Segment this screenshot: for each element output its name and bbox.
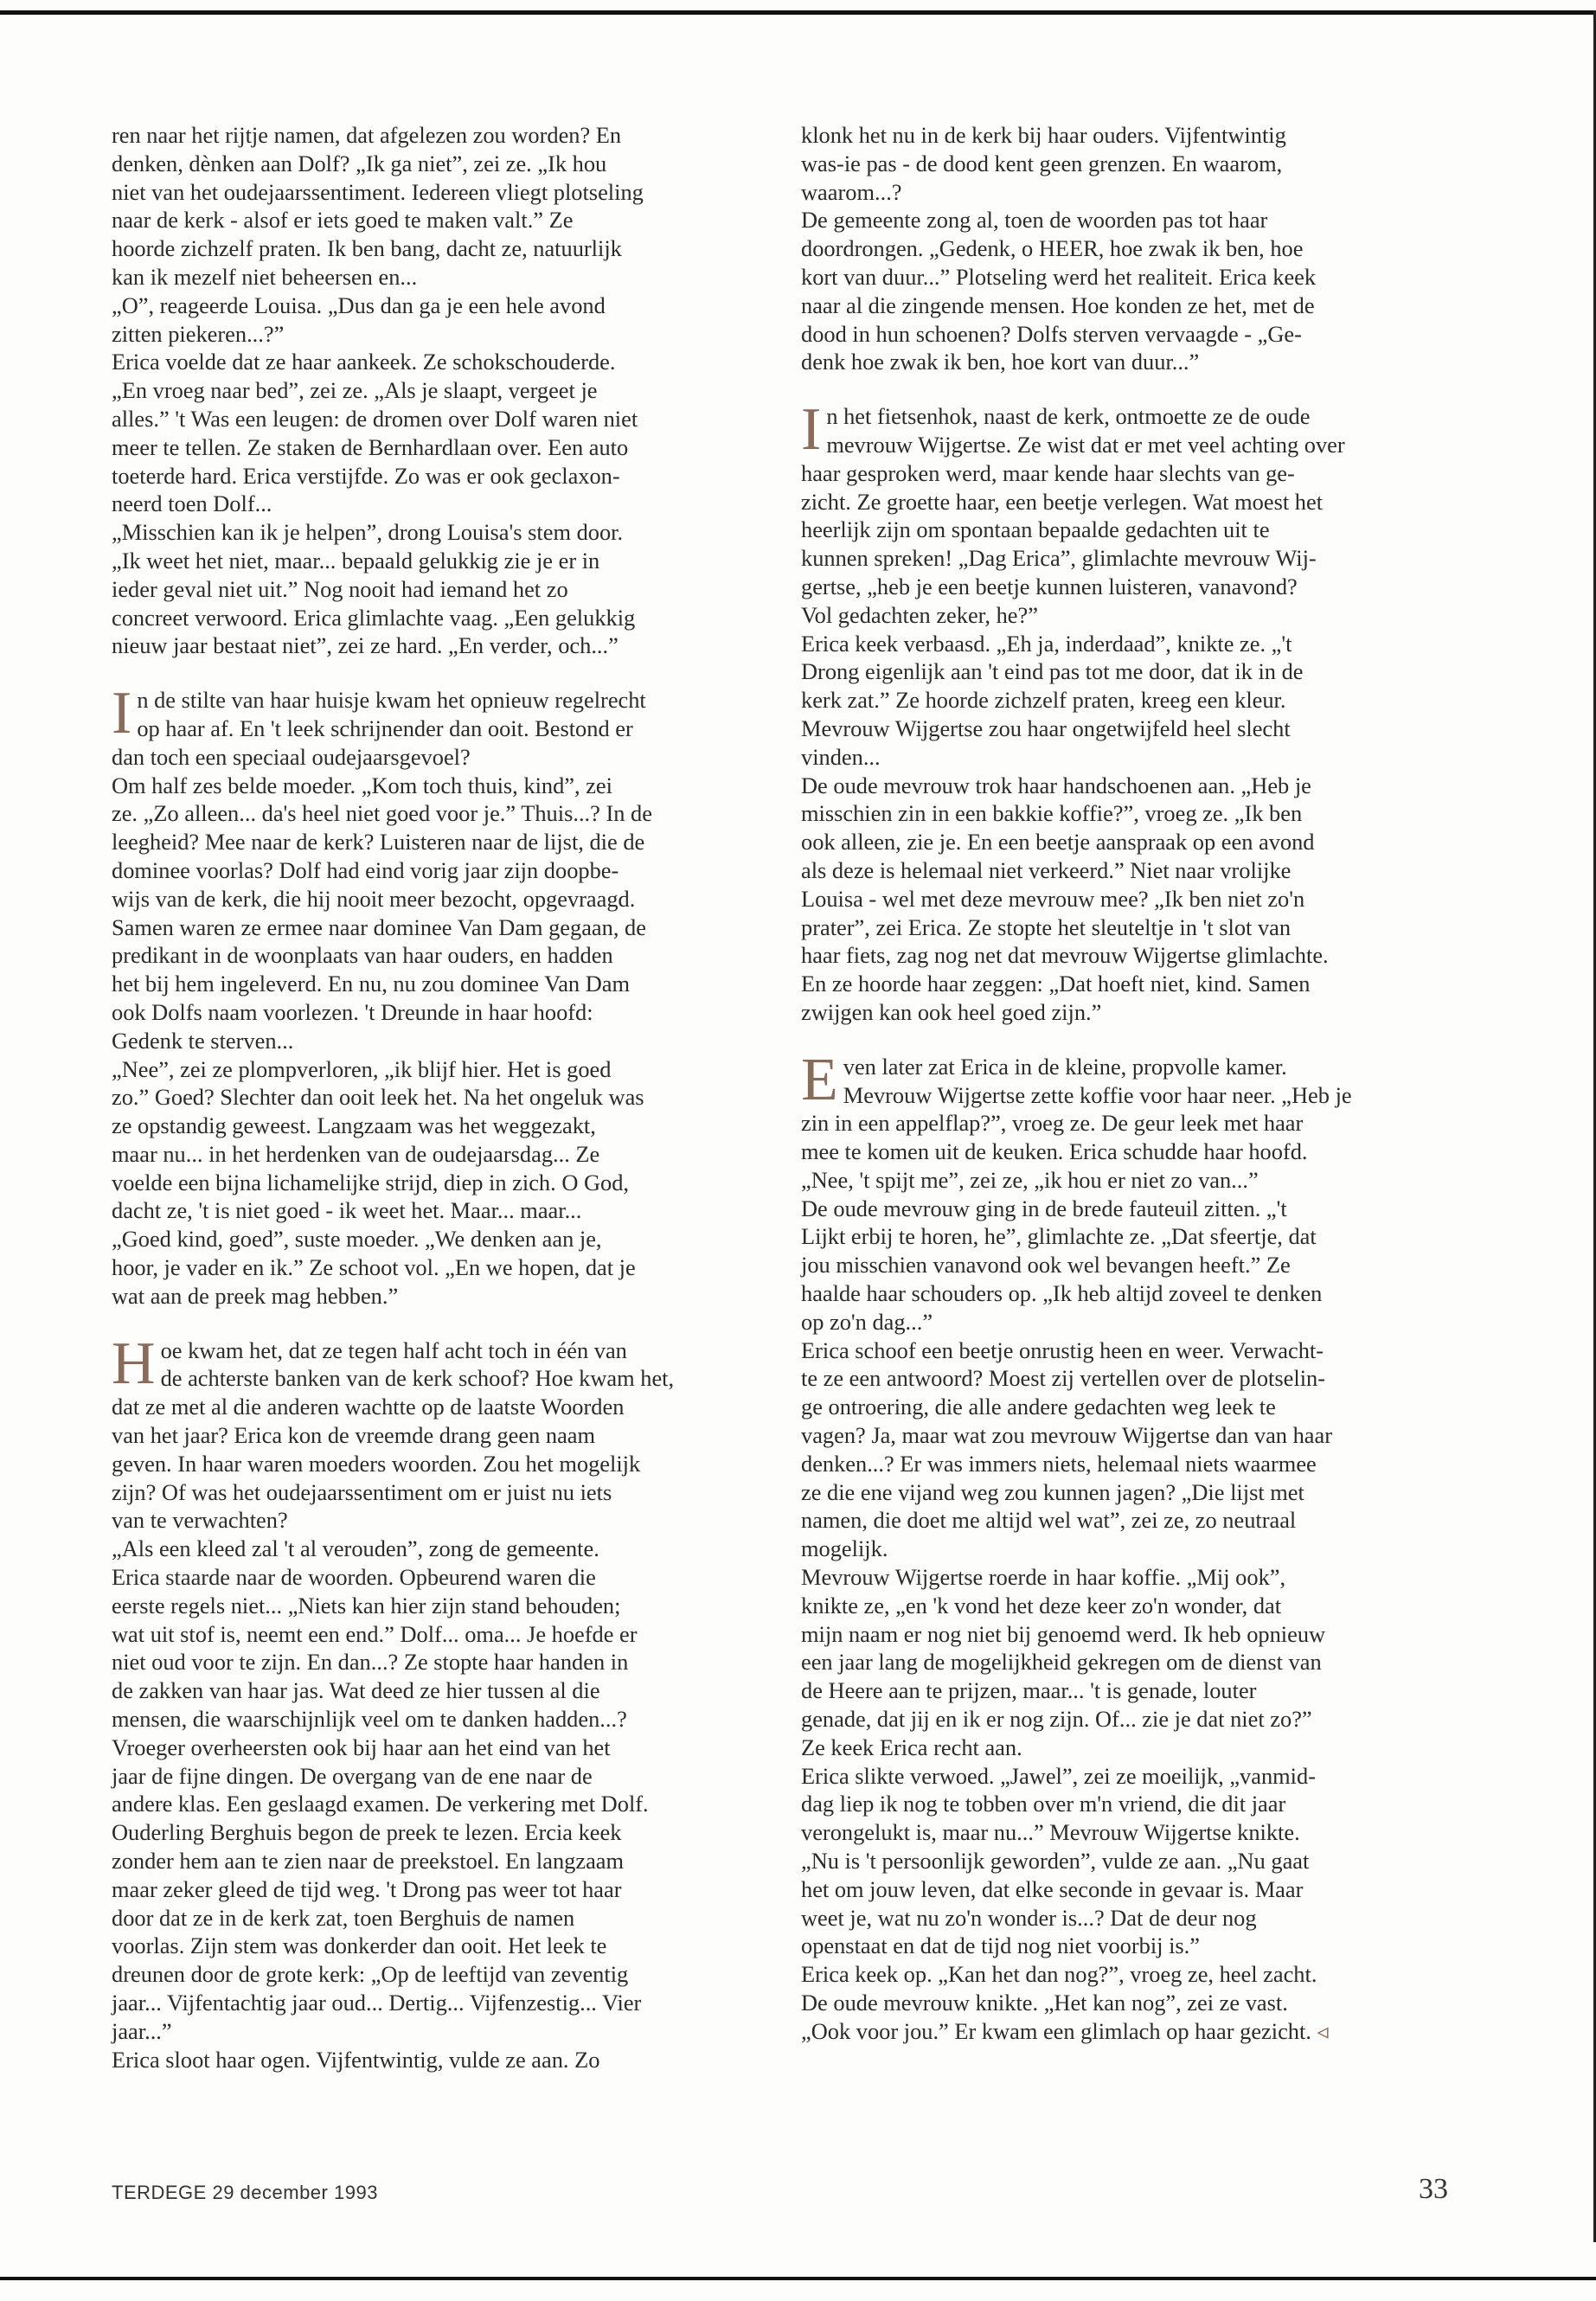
section-gap [801, 376, 1441, 402]
left-paragraph-2 [112, 680, 752, 1311]
drop-cap-initial: E [801, 1046, 838, 1113]
section-gap [112, 1311, 752, 1336]
top-border-line [0, 10, 1596, 15]
left-paragraph-3 [112, 1330, 752, 2074]
right-paragraph-2-text: n het fietsenhok, naast de kerk, ontmoette ze de oude mevrouw Wijgertse. Ze wist dat er met veel achting over haar gesproken werd, maar kende haar slechts van ge- zicht. Ze groette haar, een beetje verlegen. Wat moest het heerlijk zijn om spontaan bepaalde gedachten uit te kunnen spreken! „Dag Erica”, glimlachte mevrouw Wij- gertse, „heb je een beetje kunnen luisteren, vanavond? Vol gedachten zeker, he?” Erica keek verbaasd. „Eh ja, inderdaad”, knikte ze. „'t Drong eigenlijk aan 't eind pas tot me door, dat ik in de kerk zat.” Ze hoorde zichzelf praten, kreeg een kleur. Mevrouw Wijgertse zou haar ongetwijfeld heel slecht vinden... De oude mevrouw trok haar handschoenen aan. „Heb je misschien zin in een bakkie koffie?”, vroeg ze. „Ik ben ook alleen, zie je. En een beetje aanspraak op een avond als deze is helemaal niet verkeerd.” Niet naar vrolijke Louisa - wel met deze mevrouw mee? „Ik ben niet zo'n prater”, zei Erica. Ze stopte het sleuteltje in 't slot van haar fiets, zag nog net dat mevrouw Wijgertse glimlachte. En ze hoorde haar zeggen: „Dat hoeft niet, kind. Samen zwijgen kan ook heel goed zijn.” [801, 403, 1345, 1025]
right-column [801, 121, 1441, 2046]
drop-cap-initial: I [801, 396, 822, 464]
right-paragraph-1: klonk het nu in de kerk bij haar ouders. Vijfentwintig was-ie pas - de dood kent geen grenzen. En waarom, waarom...? De gemeente zong al, toen de woorden pas tot haar doordrongen. „Gedenk, o HEER, hoe zwak ik ben, hoe kort van duur...” Plotseling werd het realiteit. Erica keek naar al die zingende mensen. Hoe konden ze het, met de dood in hun schoenen? Dolfs sterven vervaagde - „Ge- denk hoe zwak ik ben, hoe kort van duur...” [801, 122, 1317, 375]
section-gap [112, 660, 752, 686]
page-number: 33 [1419, 2173, 1448, 2205]
right-paragraph-3-text: ven later zat Erica in de kleine, propvolle kamer. Mevrouw Wijgertse zette koffie voor haar neer. „Heb je zin in een appelflap?”, vroeg ze. De geur leek met haar mee te komen uit de keuken. Erica schudde haar hoofd. „Nee, 't spijt me”, zei ze, „ik hou er niet zo van...” De oude mevrouw ging in de brede fauteuil zitten. „'t Lijkt erbij te horen, he”, glimlachte ze. „Dat sfeertje, dat jou misschien vanavond ook wel bevangen heeft.” Ze haalde haar schouders op. „Ik heb altijd zoveel te denken op zo'n dag...” Erica schoof een beetje onrustig heen en weer. Verwacht- te ze een antwoord? Moest zij vertellen over de plotselin- ge ontroering, die alle andere gedachten weg leek te vagen? Ja, maar wat zou mevrouw Wijgertse dan van haar denken...? Er was immers niets, helemaal niets waarmee ze die ene vijand weg zou kunnen jagen? „Die lijst met namen, die doet me altijd wel wat”, zei ze, zo neutraal mogelijk. Mevrouw Wijgertse roerde in haar koffie. „Mij ook”, knikte ze, „en 'k vond het deze keer zo'n wonder, dat mijn naam er nog niet bij genoemd werd. Ik heb opnieuw een jaar lang de mogelijkheid gekregen om de dienst van de Heere aan te prijzen, maar... 't is genade, louter genade, dat jij en ik er nog zijn. Of... zie je dat niet zo?” Ze keek Erica recht aan. Erica slikte verwoed. „Jawel”, zei ze moeilijk, „vanmid- dag liep ik nog te tobben over m'n vriend, die dit jaar verongelukt is, maar nu...” Mevrouw Wijgertse knikte. „Nu is 't persoonlijk geworden”, vulde ze aan. „Nu gaat het om jouw leven, dat elke seconde in gevaar is. Maar weet je, wat nu zo'n wonder is...? Dat de deur nog openstaat en dat de tijd nog niet voorbij is.” Erica keek op. „Kan het dan nog?”, vroeg ze, heel zacht. De oude mevrouw knikte. „Het kan nog”, zei ze vast. „Ook voor jou.” Er kwam een glimlach op haar gezicht. [801, 1053, 1352, 2044]
bottom-border-line [0, 2277, 1596, 2280]
end-of-story-icon: ◃ [1317, 2017, 1329, 2044]
left-paragraph-1: ren naar het rijtje namen, dat afgelezen zou worden? En denken, dènken aan Dolf? „Ik ga niet”, zei ze. „Ik hou niet van het oudejaarssentiment. Iedereen vliegt plotseling naar de kerk - alsof er iets goed te maken valt.” Ze hoorde zichzelf praten. Ik ben bang, dacht ze, natuurlijk kan ik mezelf niet beheersen en... „O”, reageerde Louisa. „Dus dan ga je een hele avond zitten piekeren...?” Erica voelde dat ze haar aankeek. Ze schokschouderde. „En vroeg naar bed”, zei ze. „Als je slaapt, vergeet je alles.” 't Was een leugen: de dromen over Dolf waren niet meer te tellen. Ze staken de Bernhardlaan over. Een auto toeterde hard. Erica verstijfde. Zo was er ook geclaxon- neerd toen Dolf... „Misschien kan ik je helpen”, drong Louisa's stem door. „Ik weet het niet, maar... bepaald gelukkig zie je er in ieder geval niet uit.” Nog nooit had iemand het zo concreet verwoord. Erica glimlachte vaag. „Een gelukkig nieuw jaar bestaat niet”, zei ze hard. „En verder, och...” [112, 122, 644, 659]
left-paragraph-2-text: n de stilte van haar huisje kwam het opnieuw regelrecht op haar af. En 't leek schrijnender dan ooit. Bestond er dan toch een speciaal oudejaarsgevoel? Om half zes belde moeder. „Kom toch thuis, kind”, zei ze. „Zo alleen... da's heel niet goed voor je.” Thuis...? In de leegheid? Mee naar de kerk? Luisteren naar de lijst, die de dominee voorlas? Dolf had eind vorig jaar zijn doopbe- wijs van de kerk, die hij nooit meer bezocht, opgevraagd. Samen waren ze ermee naar dominee Van Dam gegaan, de predikant in de woonplaats van haar ouders, en hadden het bij hem ingeleverd. En nu, nu zou dominee Van Dam ook Dolfs naam voorlezen. 't Dreunde in haar hoofd: Gedenk te sterven... „Nee”, zei ze plompverloren, „ik blijf hier. Het is goed zo.” Goed? Slechter dan ooit leek het. Na het ongeluk was ze opstandig geweest. Langzaam was het weggezakt, maar nu... in het herdenken van de oudejaarsdag... Ze voelde een bijna lichamelijke strijd, diep in zich. O God, dacht ze, 't is niet goed - ik weet het. Maar... maar... „Goed kind, goed”, suste moeder. „We denken aan je, hoor, je vader en ik.” Ze schoot vol. „En we hopen, dat je wat aan de preek mag hebben.” [112, 687, 652, 1309]
left-paragraph-3-text: oe kwam het, dat ze tegen half acht toch in één van de achterste banken van de kerk schoof? Hoe kwam het, dat ze met al die anderen wachtte op de laatste Woorden van het jaar? Erica kon de vreemde drang geen naam geven. In haar waren moeders woorden. Zou het mogelijk zijn? Of was het oudejaarssentiment om er juist nu iets van te verwachten? „Als een kleed zal 't al verouden”, zong de gemeente. Erica staarde naar de woorden. Opbeurend waren die eerste regels niet... „Niets kan hier zijn stand behouden; wat uit stof is, neemt een end.” Dolf... oma... Je hoefde er niet oud voor te zijn. En dan...? Ze stopte haar handen in de zakken van haar jas. Wat deed ze hier tussen al die mensen, die waarschijnlijk veel om te danken hadden...? Vroeger overheersten ook bij haar aan het eind van het jaar de fijne dingen. De overgang van de ene naar de andere klas. Een geslaagd examen. De verkering met Dolf. Ouderling Berghuis begon de preek te lezen. Ercia keek zonder hem aan te zien naar de preekstoel. En langzaam maar zeker gleed de tijd weg. 't Drong pas weer tot haar door dat ze in de kerk zat, toen Berghuis de namen voorlas. Zijn stem was donkerder dan ooit. Het leek te dreunen door de grote kerk: „Op de leeftijd van zeventig jaar... Vijfentachtig jaar oud... Dertig... Vijfenzestig... Vier jaar...” Erica sloot haar ogen. Vijfentwintig, vulde ze aan. Zo [112, 1336, 675, 2073]
right-paragraph-2 [801, 396, 1441, 1027]
left-column [112, 121, 752, 2073]
publication-footer: TERDEGE 29 december 1993 [112, 2182, 378, 2203]
right-paragraph-3 [801, 1046, 1441, 2046]
drop-cap-initial: I [112, 680, 132, 747]
section-gap [801, 1027, 1441, 1053]
drop-cap-initial: H [112, 1330, 156, 1397]
